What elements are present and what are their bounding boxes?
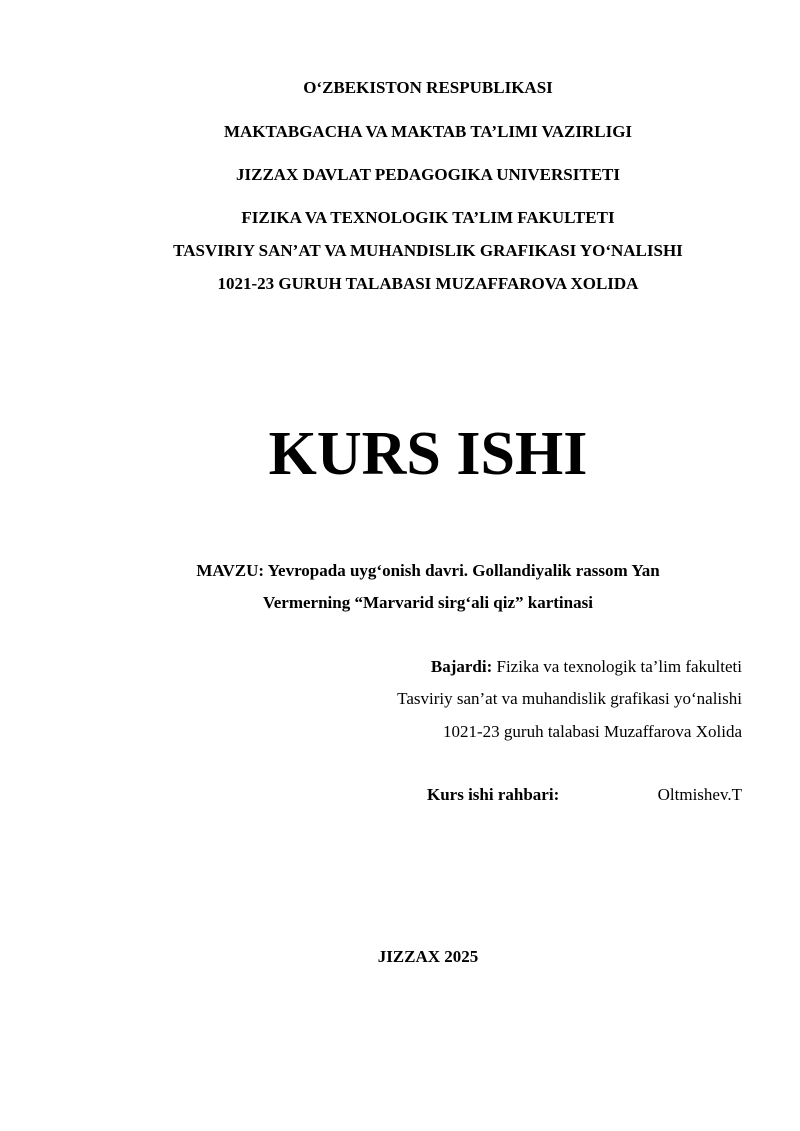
header-country: O‘ZBEKISTON RESPUBLIKASI	[303, 78, 553, 97]
supervisor-label: Kurs ishi rahbari:	[427, 785, 560, 804]
performer-direction: Tasviriy san’at va muhandislik grafikasi yo‘nalishi	[397, 689, 742, 708]
footer-city-year: JIZZAX 2025	[377, 947, 479, 966]
header-ministry: MAKTABGACHA VA MAKTAB TA’LIMI VAZIRLIGI	[223, 122, 633, 141]
document-title: KURS ISHI	[268, 420, 588, 488]
topic-line-2: Vermerning “Marvarid sirg‘ali qiz” kartinasi	[263, 593, 593, 612]
topic-line-1: MAVZU: Yevropada uyg‘onish davri. Gollandiyalik rassom Yan	[196, 561, 660, 580]
header-direction: TASVIRIY SAN’AT VA MUHANDISLIK GRAFIKASI YO‘NALISHI	[173, 241, 683, 260]
header-university: JIZZAX DAVLAT PEDAGOGIKA UNIVERSITETI	[235, 165, 620, 184]
performer-faculty: Fizika va texnologik ta’lim fakulteti	[492, 657, 742, 676]
header-student: 1021-23 GURUH TALABASI MUZAFFAROVA XOLIDA	[217, 274, 639, 293]
performer-label: Bajardi:	[430, 657, 493, 676]
supervisor-name: Oltmishev.T	[657, 785, 742, 804]
performer-line-1	[431, 656, 742, 678]
header-faculty: FIZIKA VA TEXNOLOGIK TA’LIM FAKULTETI	[241, 208, 615, 227]
performer-student: 1021-23 guruh talabasi Muzaffarova Xolida	[443, 722, 742, 741]
